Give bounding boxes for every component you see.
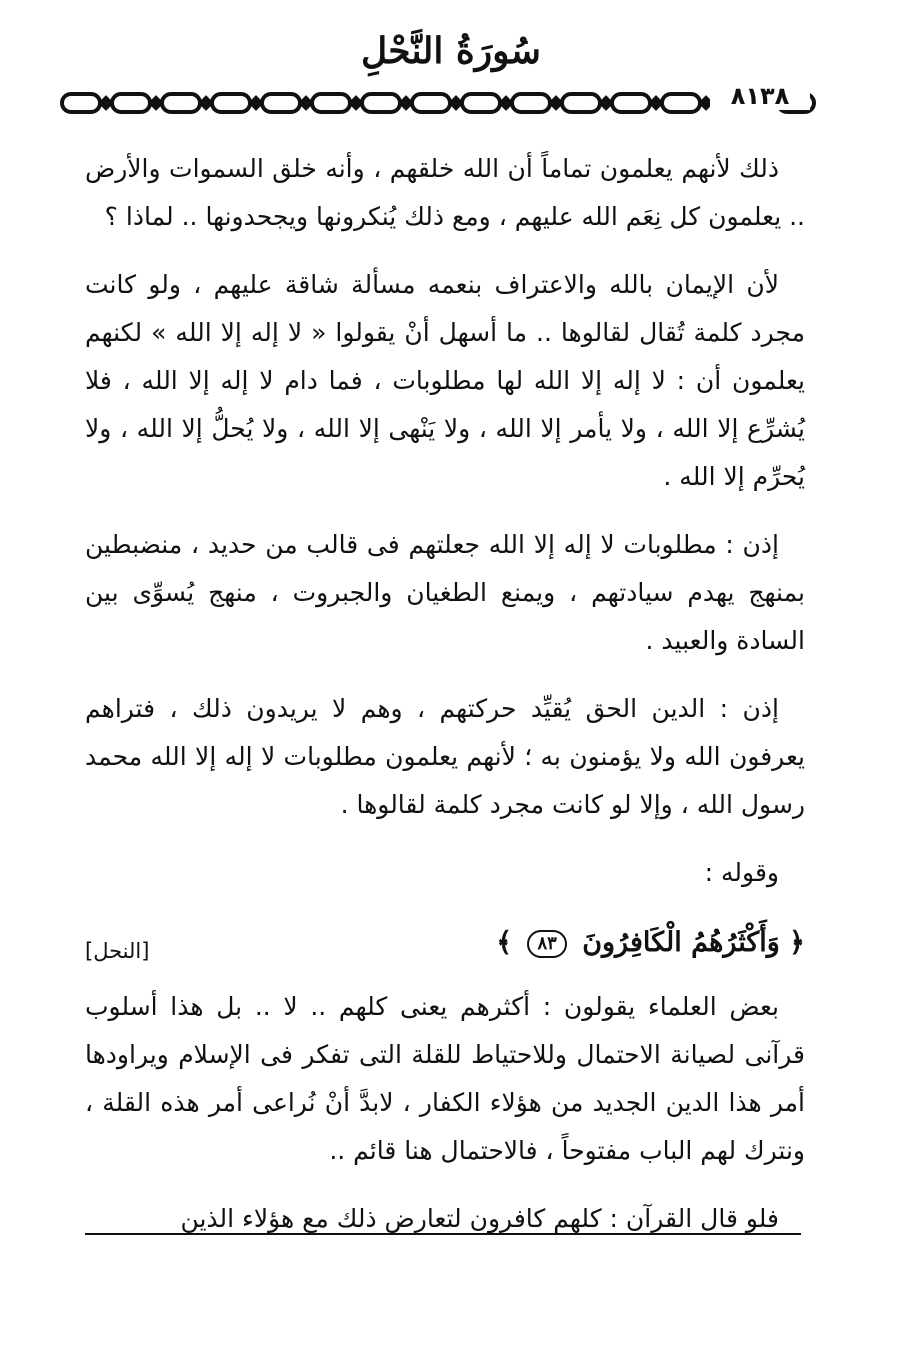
surah-title: سُورَةُ النَّحْلِ — [361, 30, 541, 72]
chain-link — [612, 94, 650, 112]
chain-diamond — [551, 98, 561, 108]
chain-diamond — [451, 98, 461, 108]
chain-diamond — [501, 98, 511, 108]
paragraph: فلو قال القرآن : كلهم كافرون لتعارض ذلك مع هؤلاء الذين — [180, 1204, 779, 1233]
quran-verse — [496, 919, 805, 967]
chain-diamond — [101, 98, 111, 108]
verse-intro: وقوله : — [704, 858, 779, 887]
paragraph: ذلك لأنهم يعلمون تماماً أن الله خلقهم ، وأنه خلق السموات والأرض .. يعلمون كل نِعَم الله عليهم ، ومع ذلك يُنكرونها ويجحدونها .. لماذا ؟ — [85, 154, 805, 231]
chain-link — [512, 94, 550, 112]
chain-link — [312, 94, 350, 112]
chain-link — [562, 94, 600, 112]
chain-link — [412, 94, 450, 112]
chain-diamond — [601, 98, 611, 108]
chain-diamond — [201, 98, 211, 108]
chain-link — [62, 94, 100, 112]
paragraph: بعض العلماء يقولون : أكثرهم يعنى كلهم .. لا .. بل هذا أسلوب قرآنى لصيانة الاحتمال وللاحتياط للقلة التى تفكر فى الإسلام ويراودها أمر هذا الدين الجديد من هؤلاء الكفار ، لابدَّ أنْ نُراعى أمر هذه القلة ، ونترك لهم الباب مفتوحاً ، فالاحتمال هنا قائم .. — [85, 992, 805, 1165]
paragraph: إذن : الدين الحق يُقيِّد حركتهم ، وهم لا يريدون ذلك ، فتراهم يعرفون الله ولا يؤمنون به ؛ لأنهم يعلمون مطلوبات لا إله إلا الله محمد رسول الله ، وإلا لو كانت مجرد كلمة لقالوها . — [85, 694, 805, 819]
verse-text: ﴿ وَأَكْثَرُهُمُ الْكَافِرُونَ — [582, 927, 805, 958]
chain-diamond — [401, 98, 411, 108]
footer-rule — [85, 1233, 801, 1235]
page-number: ٨١٣٨ — [710, 82, 810, 110]
chain-link — [662, 94, 700, 112]
chain-diamond — [301, 98, 311, 108]
chain-diamond — [351, 98, 361, 108]
quran-verse-row — [85, 917, 805, 973]
chain-link — [362, 94, 400, 112]
chain-diamond — [151, 98, 161, 108]
verse-source: [النحل] — [85, 939, 150, 963]
chain-diamond — [251, 98, 261, 108]
chain-diamond — [651, 98, 661, 108]
chain-link — [462, 94, 500, 112]
chain-link — [162, 94, 200, 112]
chain-link — [262, 94, 300, 112]
verse-close-bracket: ﴾ — [496, 927, 513, 958]
paragraph: لأن الإيمان بالله والاعتراف بنعمه مسألة شاقة عليهم ، ولو كانت مجرد كلمة تُقال لقالوها .. ما أسهل أنْ يقولوا « لا إله إلا الله » لكنهم يعلمون أن : لا إله إلا الله لها مطلوبات ، فما دام لا إله إلا الله ، فلا يُشرِّع إلا الله ، ولا يأمر إلا الله ، ولا يَنْهى إلا الله ، ولا يُحلُّ إلا الله ، ولا يُحرِّم إلا الله . — [85, 270, 805, 491]
verse-number-badge: ٨٣ — [527, 930, 566, 958]
page-body — [85, 145, 805, 1263]
paragraph: إذن : مطلوبات لا إله إلا الله جعلتهم فى قالب من حديد ، منضبطين بمنهج يهدم سيادتهم ، ويمنع الطغيان والجبروت ، منهج يُسوِّى بين السادة والعبيد . — [85, 530, 805, 655]
decorative-chain-border — [58, 85, 818, 121]
chain-link — [212, 94, 250, 112]
chain-link — [112, 94, 150, 112]
